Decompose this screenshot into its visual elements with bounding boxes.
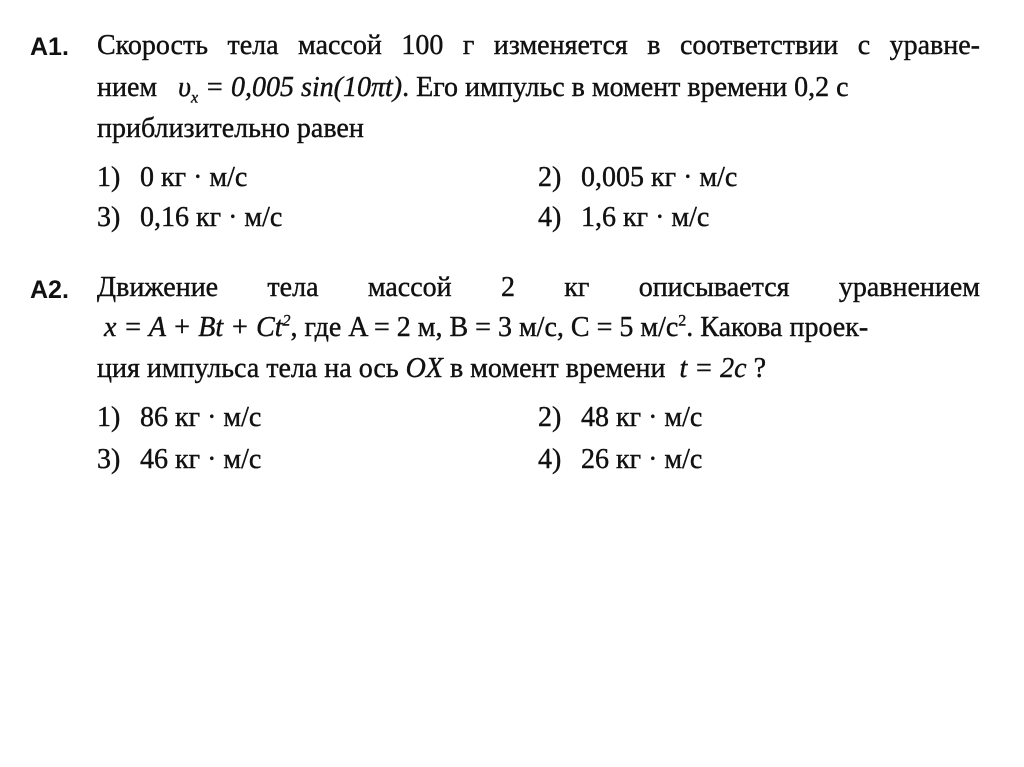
text: ? [746, 353, 767, 384]
option-text: 46 кг · м/с [140, 444, 262, 475]
formula-var: υ [178, 72, 191, 103]
answer-option [97, 162, 247, 194]
text: . Его импульс в момент времени 0,2 с [402, 72, 849, 103]
option-num: 2) [538, 402, 562, 433]
answer-option [538, 402, 702, 434]
option-text: 0,16 кг · м/с [140, 202, 283, 233]
answer-option [538, 444, 702, 476]
formula [178, 72, 403, 107]
answer-option [538, 202, 709, 234]
option-num: 3) [97, 444, 121, 475]
question-text-line [97, 72, 980, 108]
text: в момент времени [442, 353, 673, 384]
option-text: 0 кг · м/с [140, 162, 248, 193]
option-num: 2) [538, 162, 562, 193]
answer-option [97, 402, 261, 434]
axis-name: OX [405, 353, 443, 384]
question-text-line: Скорость тела массой 100 г изменяется в соответствии с уравне- [97, 30, 980, 61]
text: , где A = 2 м, B = 3 м/с, C = 5 м/с [290, 312, 679, 343]
question-text-line [97, 312, 980, 344]
question-text-line: Движение тела массой 2 кг описывается уравнением [97, 272, 980, 303]
answer-option [97, 444, 261, 476]
option-text: 26 кг · м/с [581, 444, 703, 475]
answer-option [538, 162, 737, 194]
formula [104, 312, 291, 343]
option-num: 3) [97, 202, 121, 233]
formula-sub: x [190, 89, 199, 107]
formula-sup: 2 [282, 312, 291, 330]
option-num: 1) [97, 402, 121, 433]
text: . Какова проек- [686, 312, 869, 343]
question-text-line: приблизительно равен [97, 113, 364, 144]
option-text: 1,6 кг · м/с [581, 202, 710, 233]
formula-text: x = A + Bt + Ct [104, 312, 283, 343]
text-sup: 2 [678, 312, 687, 330]
option-text: 86 кг · м/с [140, 402, 262, 433]
formula-rest: = 0,005 sin(10πt) [198, 72, 403, 103]
text: ция импульса тела на ось [97, 353, 406, 384]
option-num: 4) [538, 202, 562, 233]
question-label: A1. [30, 33, 69, 61]
question-text-line [97, 353, 980, 385]
option-text: 48 кг · м/с [581, 402, 703, 433]
formula-time: t = 2c [679, 353, 747, 384]
question-label: A2. [30, 276, 69, 304]
answer-option [97, 202, 282, 234]
text: нием [97, 72, 158, 103]
option-num: 4) [538, 444, 562, 475]
option-num: 1) [97, 162, 121, 193]
option-text: 0,005 кг · м/с [581, 162, 738, 193]
